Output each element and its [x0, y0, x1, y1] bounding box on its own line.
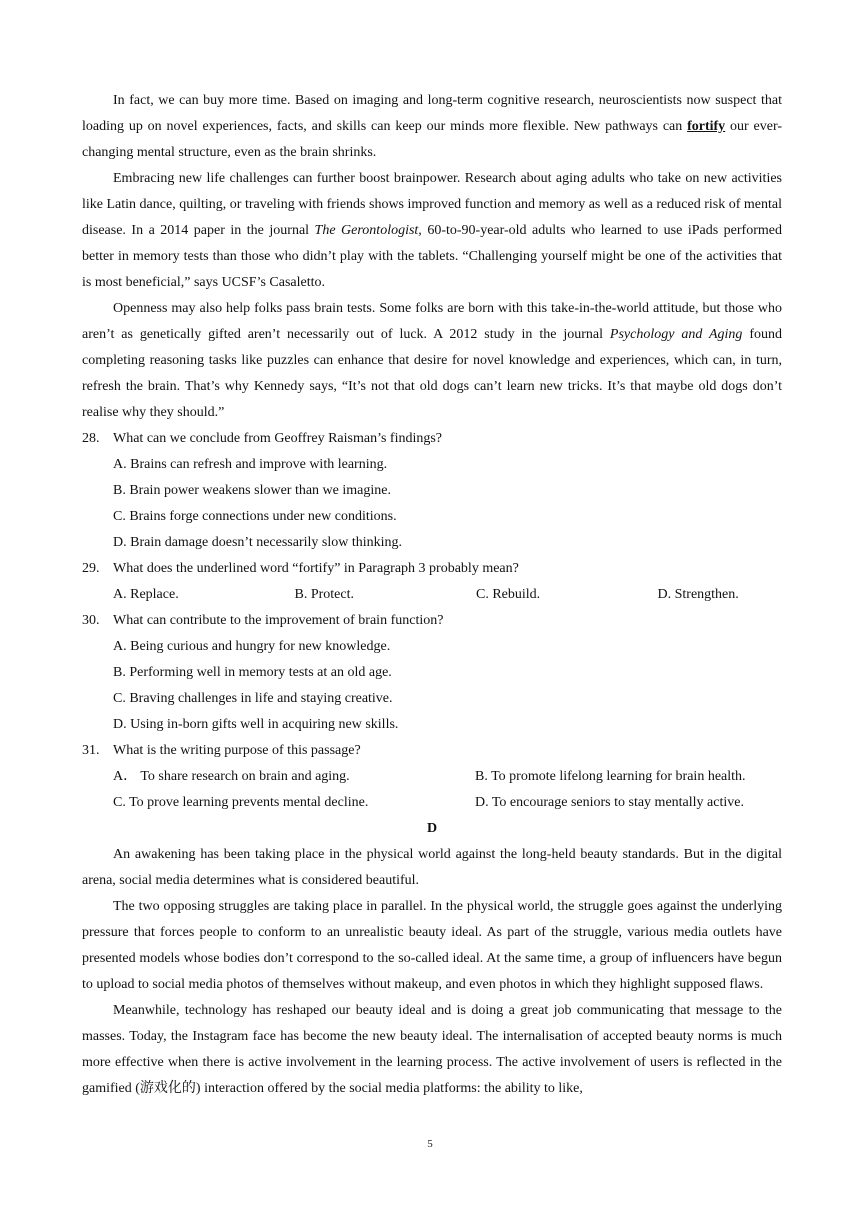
- option-b: B. Performing well in memory tests at an old age.: [113, 665, 392, 680]
- option-b: B. To promote lifelong learning for brain health.: [475, 769, 746, 784]
- options-row: [113, 790, 782, 816]
- question-text: What can contribute to the improvement of brain function?: [113, 613, 444, 628]
- question-31: [82, 738, 782, 764]
- option-d: D. Brain damage doesn’t necessarily slow thinking.: [113, 535, 403, 550]
- option-c: C. Braving challenges in life and staying creative.: [113, 691, 393, 706]
- paragraph-text: In fact, we can buy more time. Based on imaging and long-term cognitive research, neuroscientists now suspect that loading up on novel experiences, facts, and skills can keep our minds more flexible. New pathways can: [82, 93, 782, 134]
- option-d: D. To encourage seniors to stay mentally active.: [475, 795, 744, 810]
- journal-title: The Gerontologist,: [314, 223, 422, 238]
- option-d: D. Using in-born gifts well in acquiring new skills.: [113, 717, 399, 732]
- option-c: C. Brains forge connections under new conditions.: [113, 509, 397, 524]
- option-c: C. Rebuild.: [476, 587, 541, 602]
- paragraph-text: Embracing new life challenges can further boost brainpower. Research about aging adults who take on new activities like Latin dance, quilting, or traveling with friends shows improved function and memory as well as a reduced risk of mental disease. In a 2014 paper in the journal: [82, 171, 782, 238]
- question-30: [82, 608, 782, 634]
- option-c: C. To prove learning prevents mental decline.: [113, 795, 369, 810]
- question-29: [82, 556, 782, 582]
- question-number: 30.: [82, 613, 100, 628]
- section-title: D: [426, 821, 438, 836]
- option-b: B. Brain power weakens slower than we imagine.: [113, 483, 391, 498]
- question-number: 31.: [82, 743, 100, 758]
- question-number: 29.: [82, 561, 100, 576]
- option-a: A. Replace.: [113, 587, 179, 602]
- question-28: [82, 426, 782, 452]
- option-a: A． To share research on brain and aging.: [113, 769, 350, 784]
- paragraph-text: Openness may also help folks pass brain tests. Some folks are born with this take-in-the-world attitude, but those who aren’t as genetically gifted aren’t necessarily out of luck. A 2012 study in the journal: [82, 301, 782, 342]
- options-row: [113, 764, 782, 790]
- option-a: A. Brains can refresh and improve with learning.: [113, 457, 388, 472]
- option-a: A. Being curious and hungry for new knowledge.: [113, 639, 391, 654]
- passage-c-paragraph-2: [82, 166, 782, 296]
- option-d: D. Strengthen.: [657, 587, 739, 602]
- passage-c-paragraph-1: [82, 88, 782, 166]
- option-b: B. Protect.: [294, 587, 354, 602]
- passage-d-paragraph-1: An awakening has been taking place in the physical world against the long-held beauty standards. But in the digital arena, social media determines what is considered beautiful.: [82, 847, 782, 888]
- passage-d-paragraph-2: The two opposing struggles are taking place in parallel. In the physical world, the struggle goes against the underlying pressure that forces people to conform to an unrealistic beauty ideal. As part of the struggle, various media outlets have presented models whose bodies don’t correspond to the so-called ideal. At the same time, a group of influencers have begun to upload to social media photos of themselves without makeup, and even photos in which they highlight supposed flaws.: [82, 899, 782, 992]
- options-row: [113, 582, 782, 608]
- paragraph-text: found completing reasoning tasks like puzzles can enhance that desire for novel knowledge and experiences, which can, in turn, refresh the brain. That’s why Kennedy says, “It’s not that old dogs can’t learn new tricks. It’s that maybe old dogs don’t realise why they should.”: [82, 327, 782, 420]
- question-text: What is the writing purpose of this passage?: [113, 743, 361, 758]
- underlined-word: fortify: [687, 119, 726, 134]
- question-text: What does the underlined word “fortify” in Paragraph 3 probably mean?: [113, 561, 519, 576]
- paragraph-text: 60-to-90-year-old adults who learned to use iPads performed better in memory tests than those who didn’t play with the tablets. “Challenging yourself might be one of the activities that is most beneficial,” says UCSF’s Casaletto.: [82, 223, 782, 290]
- question-text: What can we conclude from Geoffrey Raisman’s findings?: [113, 431, 443, 446]
- page-number: 5: [427, 1138, 433, 1150]
- question-number: 28.: [82, 431, 100, 446]
- passage-d-paragraph-3: Meanwhile, technology has reshaped our beauty ideal and is doing a great job communicating that message to the masses. Today, the Instagram face has become the new beauty ideal. The internalisation of accepted beauty norms is much more effective when there is active involvement in the learning process. The active involvement of users is reflected in the gamified (游戏化的) interaction offered by the social media platforms: the ability to like,: [82, 1003, 782, 1096]
- paragraph-text: our ever-changing mental structure, even as the brain shrinks.: [82, 119, 782, 160]
- passage-c-paragraph-3: [82, 296, 782, 426]
- journal-title: Psychology and Aging: [609, 327, 743, 342]
- page-content: [82, 88, 782, 1102]
